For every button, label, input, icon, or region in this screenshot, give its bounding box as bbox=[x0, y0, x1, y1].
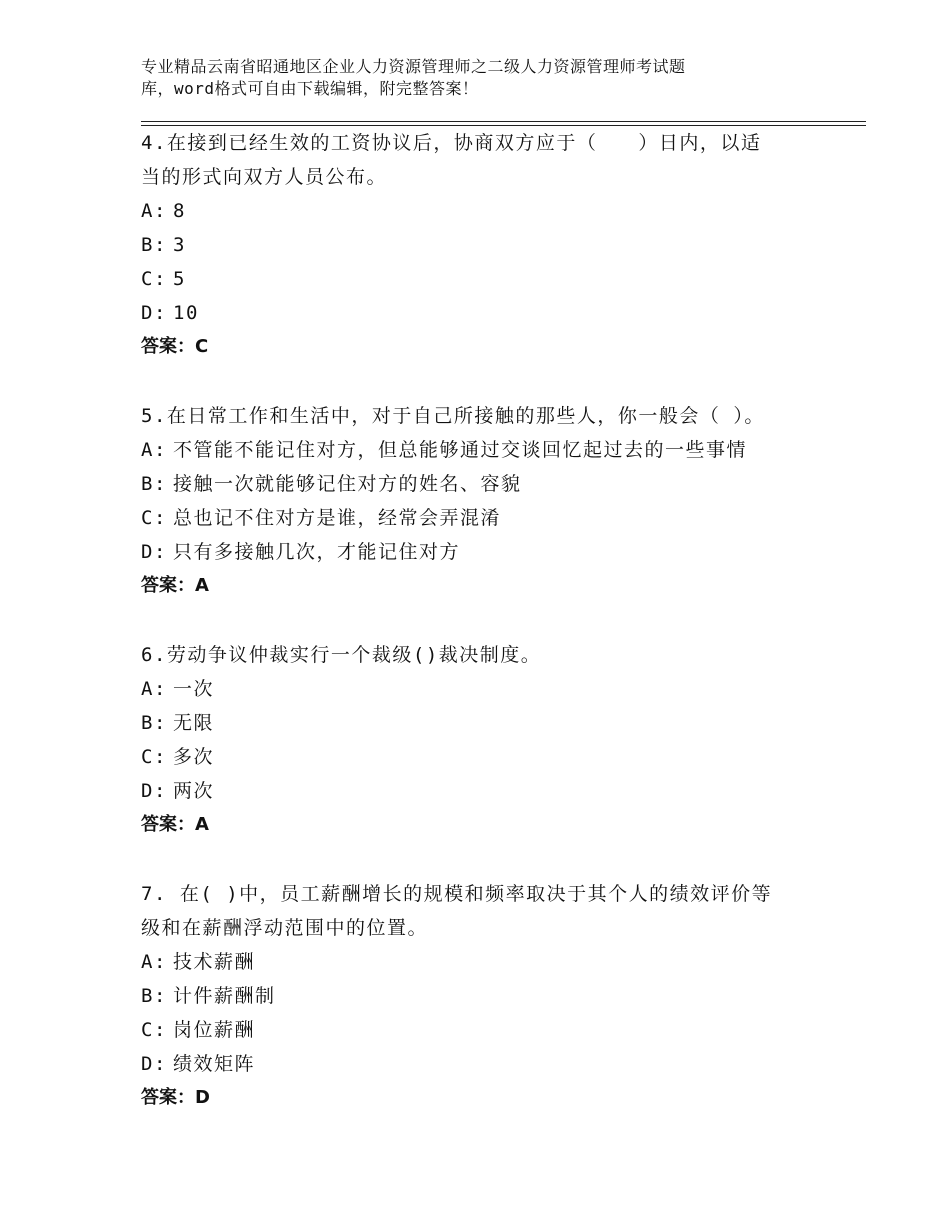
question-4-option-b bbox=[141, 228, 821, 262]
option-letter: B: bbox=[141, 234, 167, 256]
option-letter: D: bbox=[141, 302, 167, 324]
option-letter: D: bbox=[141, 780, 167, 802]
question-4-text-line-1: 4.在接到已经生效的工资协议后，协商双方应于（ ）日内，以适 bbox=[141, 132, 762, 154]
option-text: 3 bbox=[173, 234, 186, 256]
question-6-option-c bbox=[141, 740, 821, 774]
header-line-1: 专业精品云南省昭通地区企业人力资源管理师之二级人力资源管理师考试题 bbox=[141, 57, 686, 76]
question-4-option-d bbox=[141, 296, 821, 330]
option-text: 技术薪酬 bbox=[173, 951, 256, 973]
option-text: 岗位薪酬 bbox=[173, 1019, 256, 1041]
option-letter: C: bbox=[141, 268, 167, 290]
option-text: 一次 bbox=[173, 678, 215, 700]
option-letter: C: bbox=[141, 746, 167, 768]
option-text: 只有多接触几次，才能记住对方 bbox=[173, 541, 461, 563]
question-6 bbox=[141, 638, 821, 842]
question-4-option-a bbox=[141, 194, 821, 228]
option-letter: A: bbox=[141, 439, 167, 461]
question-6-option-a bbox=[141, 672, 821, 706]
option-text: 8 bbox=[173, 200, 186, 222]
question-6-text-line-1: 6.劳动争议仲裁实行一个裁级()裁决制度。 bbox=[141, 644, 542, 666]
question-4-text-line-2: 当的形式向双方人员公布。 bbox=[141, 166, 388, 188]
question-7-text-line-2: 级和在薪酬浮动范围中的位置。 bbox=[141, 917, 429, 939]
option-text: 接触一次就能够记住对方的姓名、容貌 bbox=[173, 473, 522, 495]
option-text: 总也记不住对方是谁，经常会弄混淆 bbox=[173, 507, 502, 529]
option-text: 多次 bbox=[173, 746, 215, 768]
option-letter: A: bbox=[141, 678, 167, 700]
option-text: 不管能不能记住对方，但总能够通过交谈回忆起过去的一些事情 bbox=[173, 439, 748, 461]
question-7-option-d bbox=[141, 1047, 821, 1081]
option-letter: B: bbox=[141, 473, 167, 495]
question-7 bbox=[141, 877, 821, 1115]
option-text: 计件薪酬制 bbox=[173, 985, 276, 1007]
question-7-option-c bbox=[141, 1013, 821, 1047]
option-letter: A: bbox=[141, 951, 167, 973]
question-4-option-c bbox=[141, 262, 821, 296]
question-7-answer: 答案：D bbox=[141, 1087, 210, 1108]
option-text: 10 bbox=[173, 302, 199, 324]
option-letter: D: bbox=[141, 541, 167, 563]
header-divider-top bbox=[141, 121, 866, 122]
question-5-option-a bbox=[141, 433, 821, 467]
question-5-answer: 答案：A bbox=[141, 575, 209, 596]
question-5-option-d bbox=[141, 535, 821, 569]
option-letter: B: bbox=[141, 985, 167, 1007]
question-5-option-b bbox=[141, 467, 821, 501]
question-5 bbox=[141, 399, 821, 603]
option-text: 无限 bbox=[173, 712, 215, 734]
header-line-2: 库，word格式可自由下载编辑，附完整答案！ bbox=[141, 79, 479, 98]
document-header bbox=[141, 56, 821, 100]
question-4-answer: 答案：C bbox=[141, 336, 209, 357]
option-letter: B: bbox=[141, 712, 167, 734]
option-letter: A: bbox=[141, 200, 167, 222]
question-7-text-line-1: 7. 在( )中，员工薪酬增长的规模和频率取决于其个人的绩效评价等 bbox=[141, 883, 773, 905]
question-5-option-c bbox=[141, 501, 821, 535]
option-text: 两次 bbox=[173, 780, 215, 802]
option-text: 5 bbox=[173, 268, 186, 290]
option-letter: C: bbox=[141, 507, 167, 529]
option-letter: C: bbox=[141, 1019, 167, 1041]
option-text: 绩效矩阵 bbox=[173, 1053, 256, 1075]
question-7-option-b bbox=[141, 979, 821, 1013]
question-6-option-b bbox=[141, 706, 821, 740]
question-6-option-d bbox=[141, 774, 821, 808]
question-7-option-a bbox=[141, 945, 821, 979]
question-6-answer: 答案：A bbox=[141, 814, 209, 835]
option-letter: D: bbox=[141, 1053, 167, 1075]
question-4 bbox=[141, 126, 821, 364]
question-5-text-line-1: 5.在日常工作和生活中，对于自己所接触的那些人，你一般会（ ）。 bbox=[141, 405, 765, 427]
